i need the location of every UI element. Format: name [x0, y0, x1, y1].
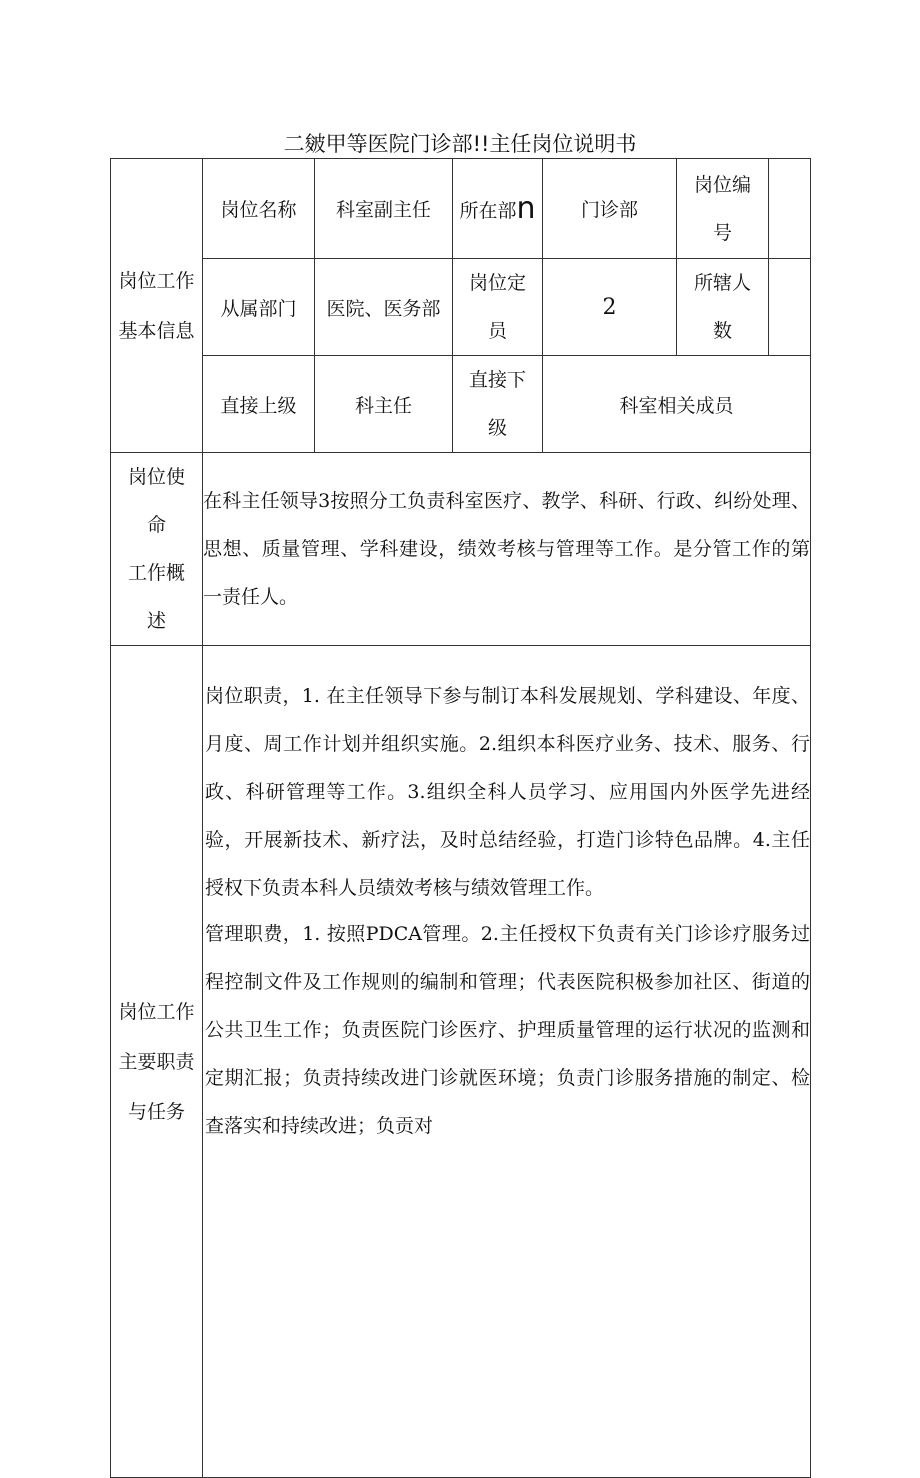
mission-text: 在科主任领导3按照分工负责科室医疗、教学、科研、行政、纠纷处理、思想、质量管理、学科建设，绩效考核与管理等工作。是分管工作的第一责任人。: [203, 453, 811, 646]
mission-label-line4: 述: [146, 610, 166, 632]
duties-label-line2: 主要职责: [118, 1050, 195, 1073]
headcount-quota-label: [453, 259, 543, 356]
mission-section-label: [111, 453, 203, 646]
position-name-value: 科室副主任: [315, 159, 453, 259]
duties-section-label: [111, 646, 203, 1478]
sub-label-line1: 直接下: [468, 369, 526, 391]
mission-label-line3: 工作概: [127, 562, 185, 584]
duties-label-line1: 岗位工作: [118, 1000, 195, 1023]
department-label: [453, 159, 543, 259]
duties-paragraph-responsibilities: 岗位职责，1. 在主任领导下参与制订本科发展规划、学科建设、年度、月度、周工作计划并组织实施。2.组织本科医疗业务、技术、服务、行政、科研管理等工作。3.组织全科人员学习、应用国内外医学先进经验，开展新技术、新疗法，及时总结经验，打造门诊特色品牌。4.主任授权下负责本科人员绩效考核与绩效管理工作。: [205, 685, 810, 899]
department-value: 门诊部: [543, 159, 677, 259]
staff-label-line1: 所辖人: [693, 272, 751, 294]
quota-label-line2: 员: [487, 320, 507, 342]
code-label-line2: 号: [712, 221, 732, 244]
basic-label-line1: 岗位工作: [118, 269, 195, 292]
code-label-line1: 岗位编: [693, 173, 751, 196]
job-description-table: [110, 158, 811, 1478]
staff-label-line2: 数: [712, 320, 732, 342]
staff-count-value: [769, 259, 811, 356]
parent-department-value: 医院、医务部: [315, 259, 453, 356]
position-code-value: [769, 159, 811, 259]
headcount-quota-value: 2: [543, 259, 677, 356]
department-label-glyph: n: [516, 191, 536, 226]
department-label-text: 所在部: [459, 200, 517, 222]
duties-paragraph-management: 管理职费，1. 按照PDCA管理。2.主任授权下负责有关门诊诊疗服务过程控制文件及工作规则的编制和管理；代表医院积极参加社区、街道的公共卫生工作；负责医院门诊医疗、护理质量管理的运行状况的监测和定期汇报；负责持续改进门诊就医环境；负责门诊服务措施的制定、检查落实和持续改进；负贡对: [205, 923, 810, 1137]
quota-label-line1: 岗位定: [468, 272, 526, 294]
mission-label-line2: 命: [146, 514, 166, 536]
duties-label-line3: 与任务: [127, 1100, 185, 1123]
parent-department-label: 从属部门: [203, 259, 315, 356]
mission-label-line1: 岗位使: [127, 466, 185, 488]
direct-subordinate-value: 科室相关成员: [543, 356, 811, 453]
position-name-label: 岗位名称: [203, 159, 315, 259]
direct-superior-label: 直接上级: [203, 356, 315, 453]
duties-content: [203, 646, 811, 1478]
basic-info-section-label: [111, 159, 203, 453]
basic-label-line2: 基本信息: [118, 319, 195, 342]
position-code-label: [677, 159, 769, 259]
staff-count-label: [677, 259, 769, 356]
direct-superior-value: 科主任: [315, 356, 453, 453]
direct-subordinate-label: [453, 356, 543, 453]
document-title: 二皴甲等医院门诊部!!主任岗位说明书: [283, 132, 637, 156]
sub-label-line2: 级: [487, 417, 507, 439]
